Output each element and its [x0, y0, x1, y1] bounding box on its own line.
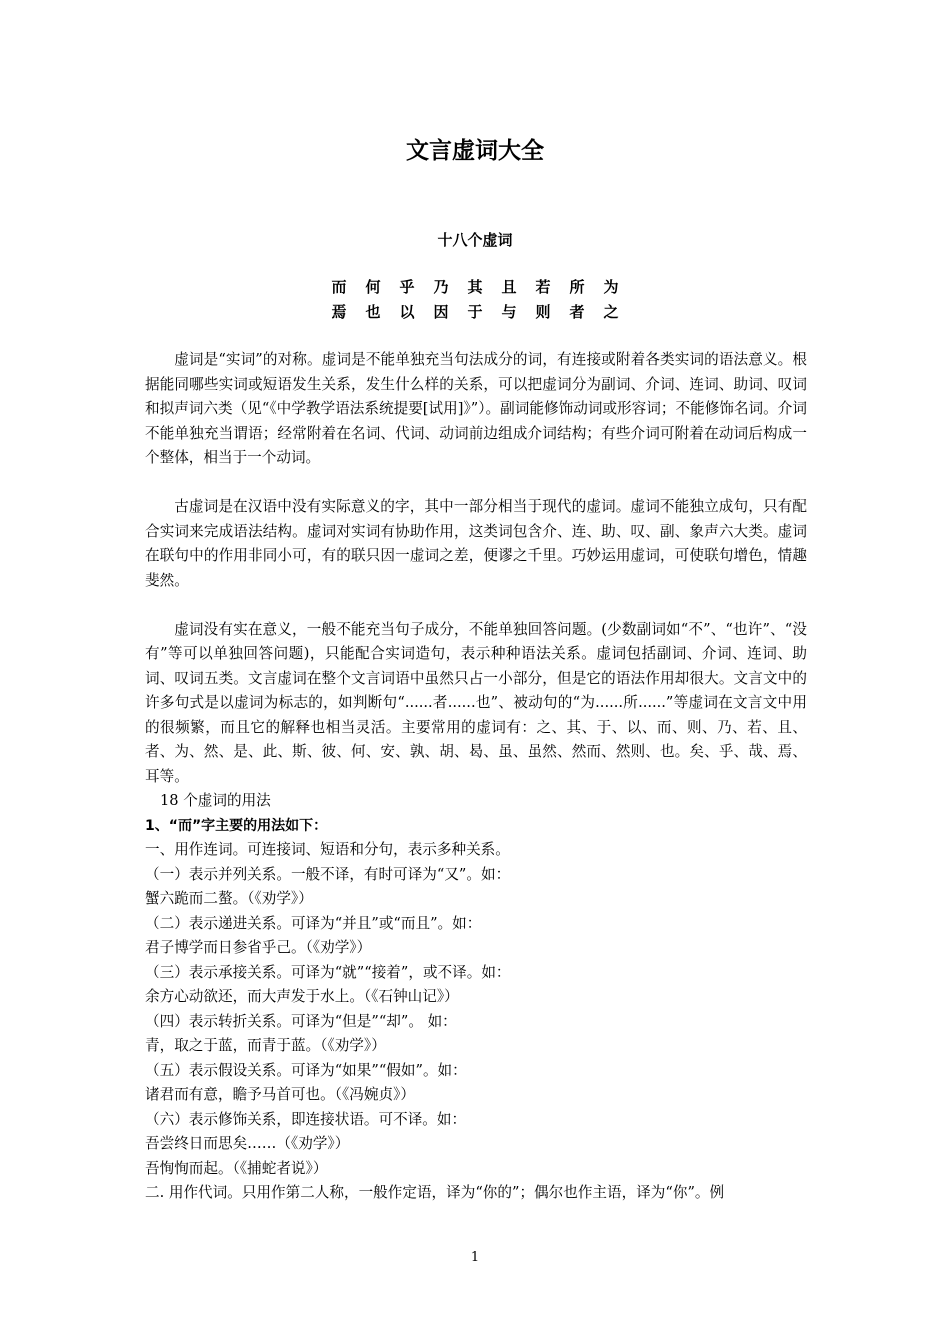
example-line: 余方心动欲还，而大声发于水上。（《石钟山记》） [145, 988, 459, 1005]
example-line: 蟹六跪而二螯。（《劝学》） [145, 890, 313, 907]
usage-line: 二. 用作代词。只用作第二人称，一般作定语，译为“你的”；偶尔也作主语，译为“你”。例 [145, 1184, 725, 1201]
function-word-row-2: 焉也以因于与则者之 [331, 303, 638, 321]
example-line: 诸君而有意，瞻予马首可也。（《冯婉贞》） [145, 1086, 415, 1103]
section-subtitle: 十八个虚词 [437, 231, 513, 249]
page-number: 1 [470, 1250, 480, 1265]
usage-line: （六）表示修饰关系，即连接状语。可不译。如： [145, 1110, 467, 1128]
example-line: 青，取之于蓝，而青于蓝。（《劝学》） [145, 1037, 386, 1054]
intro-paragraph-1: 虚词是“实词”的对称。虚词是不能单独充当句法成分的词，有连接或附着各类实词的语法意义。根据能同哪些实词或短语发生关系，发生什么样的关系，可以把虚词分为副词、介词、连词、助词、叹词和拟声词六类（见“《中学教学语法系统提要[试用]》”）。副词能修饰动词或形容词；不能修饰名词。介词不能单独充当谓语；经常附着在名词、代词、动词前边组成介词结构；有些介词可附着在动词后构成一个整体，相当于一个动词。 [145, 351, 807, 466]
usage-line: （二）表示递进关系。可译为“并且”或“而且”。如： [145, 914, 482, 932]
example-line: 吾恂恂而起。（《捕蛇者说》） [145, 1159, 328, 1177]
usage-line: 一、用作连词。可连接词、短语和分句，表示多种关系。 [145, 841, 510, 858]
function-word-row-1: 而何乎乃其且若所为 [331, 278, 638, 296]
usage-line: （三）表示承接关系。可译为“就”“接着”，或不译。如： [145, 963, 511, 981]
intro-paragraph-2: 古虚词是在汉语中没有实际意义的字，其中一部分相当于现代的虚词。虚词不能独立成句，只有配合实词来完成语法结构。虚词对实词有协助作用，这类词包含介、连、助、叹、副、象声六大类。虚词在联句中的作用非同小可，有的联只因一虚词之差，便谬之千里。巧妙运用虚词，可使联句增色，情趣斐然。 [145, 498, 807, 589]
usage-heading: 18 个虚词的用法 [160, 792, 271, 809]
intro-paragraph-3: 虚词没有实在意义，一般不能充当句子成分，不能单独回答问题。(少数副词如“不”、“也许”、“没有”等可以单独回答问题)，只能配合实词造句，表示种种语法关系。虚词包括副词、介词、连词、助词、叹词五类。文言虚词在整个文言词语中虽然只占一小部分，但是它的语法作用却很大。文言文中的许多句式是以虚词为标志的，如判断句“......者......也”、被动句的“为......所......”等虚词在文言文中用的很频繁，而且它的解释也相当灵活。主要常用的虚词有：之、其、于、以、而、则、乃、若、且、者、为、然、是、此、斯、彼、何、安、孰、胡、曷、虽、虽然、然而、然则、也。矣、乎、哉、焉、耳等。 [145, 620, 807, 785]
usage-line: （五）表示假设关系。可译为“如果”“假如”。如： [145, 1061, 467, 1079]
section-heading-er: 1、“而”字主要的用法如下： [145, 817, 328, 834]
usage-line: （四）表示转折关系。可译为“但是”“却”。 如： [145, 1012, 457, 1030]
document-body [145, 348, 807, 1206]
document-title: 文言虚词大全 [406, 138, 544, 164]
example-line: 吾尝终日而思矣……（《劝学》） [145, 1135, 350, 1152]
usage-line: （一）表示并列关系。一般不译，有时可译为“又”。如： [145, 865, 511, 883]
example-line: 君子博学而日参省乎己。（《劝学》） [145, 939, 372, 956]
